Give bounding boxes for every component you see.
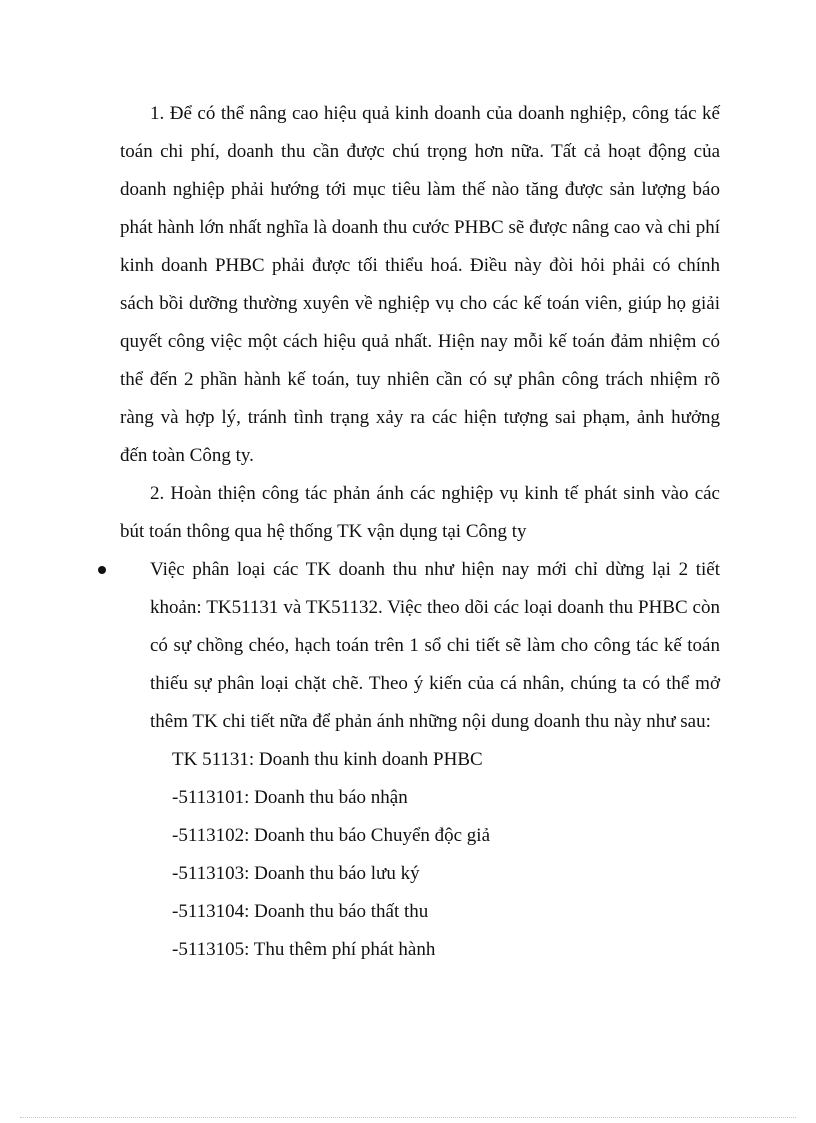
- page-footer-divider: [20, 1117, 796, 1118]
- account-item: -5113105: Thu thêm phí phát hành: [172, 939, 436, 960]
- account-list: [120, 741, 720, 969]
- bullet-icon: [98, 566, 106, 574]
- bullet-text: Việc phân loại các TK doanh thu như hiện nay mới chỉ dừng lại 2 tiết khoản: TK51131 và TK51132. Việc theo dõi các loại doanh thu PHBC còn có sự chồng chéo, hạch toán trên 1 sổ chi tiết sẽ làm cho công tác kế toán thiếu sự phân loại chặt chẽ. Theo ý kiến của cá nhân, chúng ta có thể mở thêm TK chi tiết nữa để phản ánh những nội dung doanh thu này như sau:: [150, 559, 720, 732]
- paragraph-1: 1. Để có thể nâng cao hiệu quả kinh doanh của doanh nghiệp, công tác kế toán chi phí, doanh thu cần được chú trọng hơn nữa. Tất cả hoạt động của doanh nghiệp phải hướng tới mục tiêu làm thế nào tăng được sản lượng báo phát hành lớn nhất nghĩa là doanh thu cước PHBC sẽ được nâng cao và chi phí kinh doanh PHBC phải được tối thiểu hoá. Điều này đòi hỏi phải có chính sách bồi dưỡng thường xuyên về nghiệp vụ cho các kế toán viên, giúp họ giải quyết công việc một cách hiệu quả nhất. Hiện nay mỗi kế toán đảm nhiệm có thể đến 2 phần hành kế toán, tuy nhiên cần có sự phân công trách nhiệm rõ ràng và hợp lý, tránh tình trạng xảy ra các hiện tượng sai phạm, ảnh hưởng đến toàn Công ty.: [120, 103, 720, 466]
- account-item: -5113101: Doanh thu báo nhận: [172, 787, 408, 808]
- bullet-list-item: [120, 551, 720, 741]
- paragraph-2: 2. Hoàn thiện công tác phản ánh các nghiệp vụ kinh tế phát sinh vào các bút toán thông qua hệ thống TK vận dụng tại Công ty: [120, 483, 720, 542]
- document-body: [120, 95, 720, 969]
- account-item: -5113104: Doanh thu báo thất thu: [172, 901, 429, 922]
- account-item: -5113103: Doanh thu báo lưu ký: [172, 863, 420, 884]
- account-item: TK 51131: Doanh thu kinh doanh PHBC: [172, 749, 483, 770]
- account-item: -5113102: Doanh thu báo Chuyển độc giả: [172, 825, 491, 846]
